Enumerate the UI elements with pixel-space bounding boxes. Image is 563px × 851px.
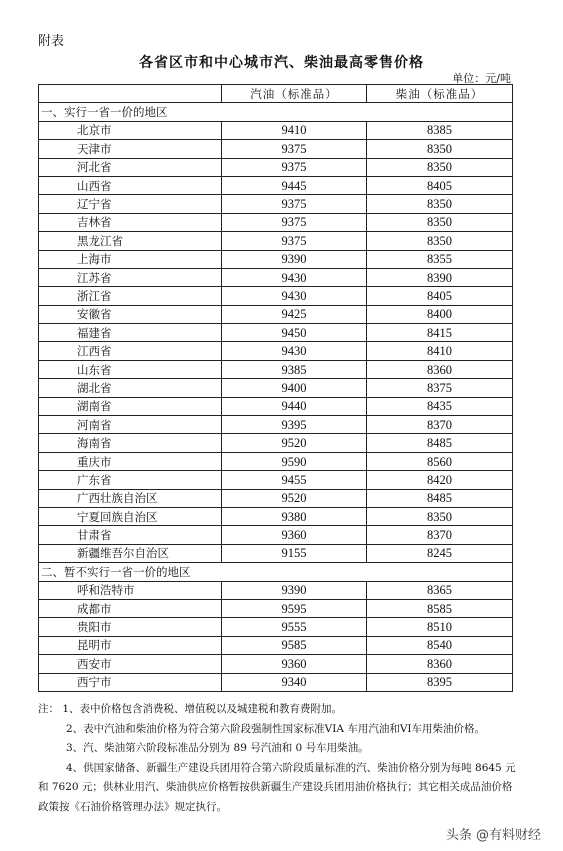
- region-name: 海南省: [39, 434, 222, 452]
- region-name: 湖南省: [39, 397, 222, 415]
- diesel-price: 8420: [367, 471, 513, 489]
- region-name: 辽宁省: [39, 195, 222, 213]
- region-name: 贵阳市: [39, 618, 222, 636]
- note-4: 4、供国家储备、新疆生产建设兵团用符合第六阶段质量标准的汽、柴油价格分别为每吨 8645 元和 7620 元；供林业用汽、柴油供应价格暂按供新疆生产建设兵团用油价格执行；其它相关成品油价格政策按《石油价格管理办法》规定执行。: [38, 761, 516, 813]
- gasoline-price: 9385: [222, 360, 367, 378]
- diesel-price: 8350: [367, 158, 513, 176]
- region-name: 河南省: [39, 416, 222, 434]
- diesel-price: 8560: [367, 452, 513, 470]
- table-row: [39, 452, 513, 470]
- region-name: 西安市: [39, 655, 222, 673]
- diesel-price: 8510: [367, 618, 513, 636]
- gasoline-price: 9595: [222, 599, 367, 617]
- header-blank: [39, 85, 222, 103]
- gasoline-price: 9395: [222, 416, 367, 434]
- region-name: 山西省: [39, 176, 222, 194]
- table-row: [39, 176, 513, 194]
- section-row-2: [39, 563, 513, 581]
- diesel-price: 8350: [367, 195, 513, 213]
- gasoline-price: 9430: [222, 287, 367, 305]
- gasoline-price: 9520: [222, 434, 367, 452]
- diesel-price: 8435: [367, 397, 513, 415]
- gasoline-price: 9450: [222, 324, 367, 342]
- notes: [38, 700, 518, 817]
- watermark: 头条 @有料财经: [445, 828, 541, 843]
- gasoline-price: 9375: [222, 158, 367, 176]
- gasoline-price: 9380: [222, 507, 367, 525]
- region-name: 江西省: [39, 342, 222, 360]
- table-row: [39, 195, 513, 213]
- region-name: 安徽省: [39, 305, 222, 323]
- table-row: [39, 287, 513, 305]
- region-name: 江苏省: [39, 268, 222, 286]
- region-name: 新疆维吾尔自治区: [39, 544, 222, 562]
- diesel-price: 8540: [367, 636, 513, 654]
- gasoline-price: 9520: [222, 489, 367, 507]
- region-name: 西宁市: [39, 673, 222, 691]
- gasoline-price: 9375: [222, 232, 367, 250]
- gasoline-price: 9390: [222, 581, 367, 599]
- gasoline-price: 9390: [222, 250, 367, 268]
- page-title: 各省区市和中心城市汽、柴油最高零售价格: [139, 55, 424, 71]
- gasoline-price: 9375: [222, 195, 367, 213]
- gasoline-price: 9360: [222, 526, 367, 544]
- gasoline-price: 9360: [222, 655, 367, 673]
- diesel-price: 8395: [367, 673, 513, 691]
- table-row: [39, 397, 513, 415]
- gasoline-price: 9425: [222, 305, 367, 323]
- table-row: [39, 489, 513, 507]
- diesel-price: 8405: [367, 287, 513, 305]
- region-name: 天津市: [39, 140, 222, 158]
- table-row: [39, 526, 513, 544]
- diesel-price: 8585: [367, 599, 513, 617]
- header-diesel: 柴油（标准品）: [367, 85, 513, 103]
- diesel-price: 8350: [367, 232, 513, 250]
- gasoline-price: 9375: [222, 140, 367, 158]
- gasoline-price: 9585: [222, 636, 367, 654]
- region-name: 甘肃省: [39, 526, 222, 544]
- table-row: [39, 232, 513, 250]
- table-row: [39, 471, 513, 489]
- table-row: [39, 342, 513, 360]
- header-gasoline: 汽油（标准品）: [222, 85, 367, 103]
- section-title-2: 二、暂不实行一省一价的地区: [39, 563, 513, 581]
- region-name: 吉林省: [39, 213, 222, 231]
- diesel-price: 8350: [367, 507, 513, 525]
- table-row: [39, 618, 513, 636]
- gasoline-price: 9555: [222, 618, 367, 636]
- region-name: 成都市: [39, 599, 222, 617]
- gasoline-price: 9440: [222, 397, 367, 415]
- table-row: [39, 416, 513, 434]
- region-name: 昆明市: [39, 636, 222, 654]
- diesel-price: 8390: [367, 268, 513, 286]
- region-name: 广东省: [39, 471, 222, 489]
- diesel-price: 8355: [367, 250, 513, 268]
- diesel-price: 8370: [367, 526, 513, 544]
- table-row: [39, 507, 513, 525]
- table-row: [39, 636, 513, 654]
- section-row-1: [39, 103, 513, 121]
- table-row: [39, 599, 513, 617]
- diesel-price: 8400: [367, 305, 513, 323]
- diesel-price: 8485: [367, 434, 513, 452]
- gasoline-price: 9430: [222, 342, 367, 360]
- region-name: 浙江省: [39, 287, 222, 305]
- gasoline-price: 9590: [222, 452, 367, 470]
- diesel-price: 8350: [367, 213, 513, 231]
- price-table: [38, 84, 513, 692]
- gasoline-price: 9155: [222, 544, 367, 562]
- table-row: [39, 434, 513, 452]
- note-3: 3、汽、柴油第六阶段标准品分别为 89 号汽油和 0 号车用柴油。: [66, 742, 369, 754]
- gasoline-price: 9400: [222, 379, 367, 397]
- table-row: [39, 673, 513, 691]
- note-2: 2、表中汽油和柴油价格为符合第六阶段强制性国家标准VIA 车用汽油和VI车用柴油价格。: [66, 722, 486, 735]
- diesel-price: 8360: [367, 360, 513, 378]
- gasoline-price: 9455: [222, 471, 367, 489]
- diesel-price: 8375: [367, 379, 513, 397]
- diesel-price: 8415: [367, 324, 513, 342]
- region-name: 黑龙江省: [39, 232, 222, 250]
- table-row: [39, 324, 513, 342]
- diesel-price: 8350: [367, 140, 513, 158]
- diesel-price: 8385: [367, 121, 513, 139]
- region-name: 上海市: [39, 250, 222, 268]
- table-header-row: [39, 85, 513, 103]
- gasoline-price: 9410: [222, 121, 367, 139]
- diesel-price: 8410: [367, 342, 513, 360]
- table-row: [39, 268, 513, 286]
- gasoline-price: 9375: [222, 213, 367, 231]
- appendix-label: 附表: [38, 34, 65, 49]
- table-row: [39, 655, 513, 673]
- region-name: 广西壮族自治区: [39, 489, 222, 507]
- table-row: [39, 360, 513, 378]
- diesel-price: 8405: [367, 176, 513, 194]
- note-1: 注： 1、表中价格包含消费税、增值税以及城建税和教育费附加。: [38, 703, 343, 715]
- table-row: [39, 250, 513, 268]
- gasoline-price: 9340: [222, 673, 367, 691]
- diesel-price: 8485: [367, 489, 513, 507]
- region-name: 重庆市: [39, 452, 222, 470]
- section-title-1: 一、实行一省一价的地区: [39, 103, 513, 121]
- diesel-price: 8245: [367, 544, 513, 562]
- table-row: [39, 121, 513, 139]
- diesel-price: 8370: [367, 416, 513, 434]
- table-row: [39, 140, 513, 158]
- region-name: 山东省: [39, 360, 222, 378]
- region-name: 宁夏回族自治区: [39, 507, 222, 525]
- table-row: [39, 379, 513, 397]
- region-name: 湖北省: [39, 379, 222, 397]
- table-row: [39, 158, 513, 176]
- table-row: [39, 305, 513, 323]
- diesel-price: 8360: [367, 655, 513, 673]
- region-name: 北京市: [39, 121, 222, 139]
- table-row: [39, 581, 513, 599]
- table-row: [39, 544, 513, 562]
- gasoline-price: 9445: [222, 176, 367, 194]
- table-row: [39, 213, 513, 231]
- gasoline-price: 9430: [222, 268, 367, 286]
- region-name: 呼和浩特市: [39, 581, 222, 599]
- region-name: 河北省: [39, 158, 222, 176]
- diesel-price: 8365: [367, 581, 513, 599]
- table-body: [39, 103, 513, 692]
- region-name: 福建省: [39, 324, 222, 342]
- unit-label: 单位：元/吨: [452, 72, 511, 85]
